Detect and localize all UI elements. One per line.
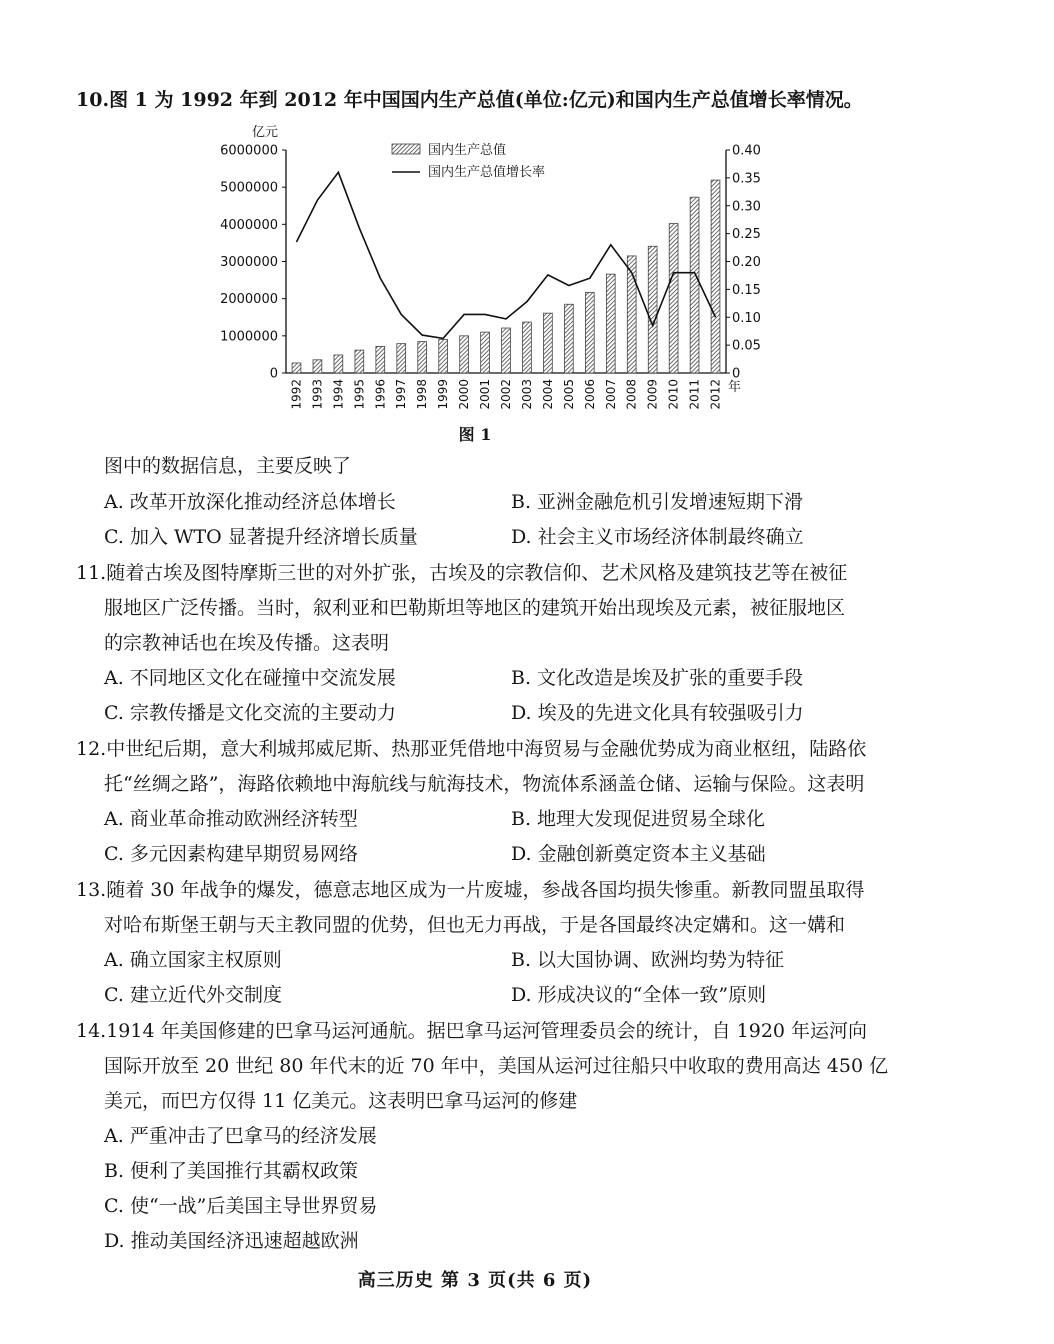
gdp-bar: [690, 197, 699, 373]
q12-option-c[interactable]: C. 多元因素构建早期贸易网络: [104, 843, 358, 865]
q13-text-1: 随着 30 年战争的爆发，德意志地区成为一片废墟，参战各国均损失惨重。新教同盟虽取得: [106, 879, 865, 901]
x-tick-label: 2007: [603, 379, 618, 410]
q13-option-d[interactable]: D. 形成决议的“全体一致”原则: [511, 984, 767, 1006]
x-tick-label: 2003: [519, 379, 534, 410]
q10-option-b[interactable]: B. 亚洲金融危机引发增速短期下滑: [511, 491, 804, 513]
q10-stem-text: 图 1 为 1992 年到 2012 年中国国内生产总值(单位:亿元)和国内生产总值增长率情况。: [109, 89, 863, 111]
x-tick-label: 2005: [561, 379, 576, 410]
x-tick-label: 1999: [436, 379, 451, 410]
q13-line-1: [76, 876, 1026, 904]
gdp-bar: [481, 332, 490, 373]
q11-line-3: 的宗教神话也在埃及传播。这表明: [104, 632, 390, 654]
x-tick-label: 2006: [582, 379, 597, 410]
x-tick-label: 2004: [540, 379, 555, 410]
x-tick-label: 2010: [666, 379, 681, 410]
right-tick-label: 0.20: [732, 255, 761, 270]
gdp-bar: [355, 350, 364, 373]
x-tick-label: 1997: [394, 379, 409, 410]
left-tick-label: 4000000: [220, 217, 278, 233]
q14-number: 14.: [76, 1020, 107, 1042]
gdp-bar: [523, 322, 532, 373]
gdp-bar: [334, 355, 343, 373]
q12-number: 12.: [76, 738, 107, 760]
right-tick-label: 0.15: [732, 282, 761, 298]
q12-line-1: [76, 735, 1026, 763]
q12-option-b[interactable]: B. 地理大发现促进贸易全球化: [511, 808, 766, 830]
x-tick-label: 1993: [310, 379, 325, 410]
figure-caption: 图 1: [458, 425, 492, 444]
right-tick-label: 0: [732, 366, 741, 382]
q14-text-1: 1914 年美国修建的巴拿马运河通航。据巴拿马运河管理委员会的统计，自 1920 年运河向: [106, 1020, 868, 1042]
right-tick-label: 0.05: [732, 338, 761, 354]
q11-text-1: 随着古埃及图特摩斯三世的对外扩张，古埃及的宗教信仰、艺术风格及建筑技艺等在被征: [106, 562, 848, 584]
gdp-bar: [606, 274, 615, 373]
gdp-bar: [376, 346, 385, 373]
gdp-bar: [292, 363, 301, 373]
x-tick-label: 2008: [624, 379, 639, 410]
legend-bar-label: 国内生产总值: [428, 143, 507, 158]
q14-line-1: [76, 1017, 1026, 1045]
gdp-bar: [397, 344, 406, 373]
q14-option-d[interactable]: D. 推动美国经济迅速超越欧洲: [104, 1230, 359, 1252]
gdp-bar: [502, 328, 511, 373]
q11-line-1: [76, 559, 1026, 587]
left-tick-label: 5000000: [220, 180, 278, 196]
q12-text-1: 中世纪后期，意大利城邦威尼斯、热那亚凭借地中海贸易与金融优势成为商业枢纽，陆路依: [106, 738, 867, 760]
q14-option-a[interactable]: A. 严重冲击了巴拿马的经济发展: [104, 1125, 377, 1147]
q13-number: 13.: [76, 879, 107, 901]
gdp-bar: [648, 246, 657, 373]
x-tick-label: 2000: [457, 379, 472, 410]
x-tick-label: 2011: [687, 379, 702, 410]
q14-line-3: 美元，而巴方仅得 11 亿美元。这表明巴拿马运河的修建: [104, 1090, 578, 1112]
left-tick-label: 0: [269, 366, 278, 382]
q13-option-c[interactable]: C. 建立近代外交制度: [104, 984, 282, 1006]
q14-option-c[interactable]: C. 使“一战”后美国主导世界贸易: [104, 1195, 378, 1217]
q13-line-2: 对哈布斯堡王朝与天主教同盟的优势，但也无力再战，于是各国最终决定媾和。这一媾和: [104, 914, 846, 936]
q11-line-2: 服地区广泛传播。当时，叙利亚和巴勒斯坦等地区的建筑开始出现埃及元素，被征服地区: [104, 597, 846, 619]
x-tick-label: 1994: [331, 379, 346, 410]
gdp-bar: [460, 336, 469, 373]
q10-stem: [76, 86, 1026, 114]
legend-bar-swatch: [392, 144, 420, 154]
q14-line-2: 国际开放至 20 世纪 80 年代末的近 70 年中，美国从运河过往船只中收取的费用高达 450 亿: [104, 1055, 889, 1077]
page-footer: 高三历史 第 3 页(共 6 页): [357, 1270, 593, 1291]
q11-number: 11.: [76, 562, 107, 584]
x-tick-label: 2001: [478, 379, 493, 410]
gdp-bar: [418, 342, 427, 373]
right-tick-label: 0.10: [732, 310, 761, 326]
gdp-bar: [585, 292, 594, 373]
q13-option-b[interactable]: B. 以大国协调、欧洲均势为特征: [511, 949, 785, 971]
x-tick-label: 2009: [645, 379, 660, 410]
x-tick-label: 2012: [708, 379, 723, 410]
q13-option-a[interactable]: A. 确立国家主权原则: [104, 949, 282, 971]
gdp-bar: [711, 180, 720, 373]
x-tick-label: 2002: [499, 379, 513, 410]
q14-option-b[interactable]: B. 便利了美国推行其霸权政策: [104, 1160, 359, 1182]
right-tick-label: 0.25: [732, 227, 761, 243]
left-tick-label: 1000000: [220, 329, 278, 345]
q11-option-d[interactable]: D. 埃及的先进文化具有较强吸引力: [511, 702, 804, 724]
left-tick-label: 3000000: [220, 255, 278, 270]
q10-prompt: 图中的数据信息，主要反映了: [104, 455, 352, 477]
q11-option-a[interactable]: A. 不同地区文化在碰撞中交流发展: [104, 667, 396, 689]
q10-option-c[interactable]: C. 加入 WTO 显著提升经济增长质量: [104, 526, 418, 548]
gdp-bar: [544, 313, 553, 373]
right-tick-label: 0.40: [732, 143, 761, 159]
q12-line-2: 托“丝绸之路”，海路依赖地中海航线与航海技术，物流体系涵盖仓储、运输与保险。这表明: [104, 773, 865, 795]
q10-option-a[interactable]: A. 改革开放深化推动经济总体增长: [104, 491, 396, 513]
q10-option-d[interactable]: D. 社会主义市场经济体制最终确立: [511, 526, 804, 548]
gdp-bar: [313, 360, 322, 373]
x-axis-unit: 年: [728, 380, 742, 395]
x-tick-label: 1992: [289, 379, 304, 410]
right-tick-label: 0.35: [732, 171, 761, 187]
q11-option-c[interactable]: C. 宗教传播是文化交流的主要动力: [104, 702, 396, 724]
q12-option-a[interactable]: A. 商业革命推动欧洲经济转型: [104, 808, 358, 830]
q12-option-d[interactable]: D. 金融创新奠定资本主义基础: [511, 843, 766, 865]
gdp-bar: [439, 340, 448, 373]
gdp-bar: [669, 224, 678, 373]
x-tick-label: 1996: [373, 379, 388, 410]
x-tick-label: 1998: [415, 379, 430, 410]
left-tick-label: 6000000: [220, 143, 278, 159]
left-tick-label: 2000000: [220, 292, 278, 308]
legend-line-label: 国内生产总值增长率: [428, 165, 546, 180]
x-tick-label: 1995: [352, 379, 367, 410]
gdp-chart: [220, 120, 761, 420]
gdp-bar: [564, 304, 573, 373]
q11-option-b[interactable]: B. 文化改造是埃及扩张的重要手段: [511, 667, 804, 689]
right-tick-label: 0.30: [732, 199, 761, 215]
left-axis-unit: 亿元: [251, 125, 278, 140]
q10-number: 10.: [76, 89, 110, 111]
